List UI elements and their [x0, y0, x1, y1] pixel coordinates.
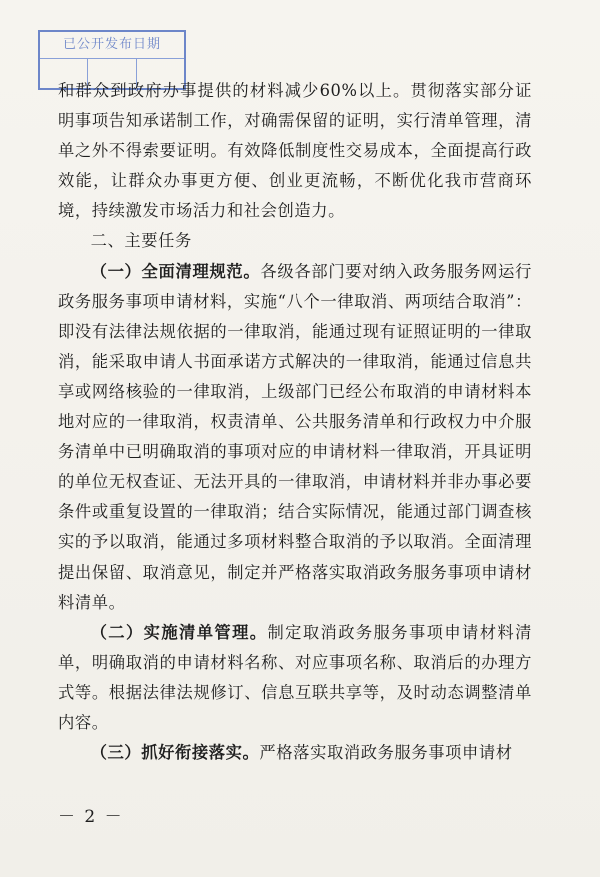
task-1-body: 各级各部门要对纳入政务服务网运行政务服务事项申请材料，实施“八个一律取消、两项结合取消”：即没有法律法规依据的一律取消，能通过现有证照证明的一律取消，能采取申请人书面承诺方式解决的一律取消，能通过信息共享或网络核验的一律取消，上级部门已经公布取消的申请材料本地对应的一律取消，权责清单、公共服务清单和行政权力中介服务清单中已明确取消的事项对应的申请材料一律取消，开具证明的单位无权查证、无法开具的一律取消，申请材料并非办事必要条件或重复设置的一律取消；结合实际情况，能通过部门调查核实的予以取消，能通过多项材料整合取消的予以取消。全面清理提出保留、取消意见，制定并严格落实取消政务服务事项申请材料清单。: [58, 261, 532, 612]
section-heading-main-tasks: 二、主要任务: [90, 231, 192, 251]
task-2-title: （二）实施清单管理。: [90, 622, 268, 642]
task-3-body: 严格落实取消政务服务事项申请材: [259, 743, 513, 763]
stamp-label: 已公开发布日期: [40, 32, 184, 59]
task-3-title: （三）抓好衔接落实。: [90, 743, 260, 763]
task-1-title: （一）全面清理规范。: [90, 261, 261, 281]
task-2-body: 制定取消政务服务事项申请材料清单，明确取消的申请材料名称、对应事项名称、取消后的办理方式等。根据法律法规修订、信息互联共享等，及时动态调整清单内容。: [58, 622, 532, 732]
task-2-paragraph: [58, 618, 532, 738]
paragraph-goals: 和群众到政府办事提供的材料减少60%以上。贯彻落实部分证明事项告知承诺制工作，对确需保留的证明，实行清单管理，清单之外不得索要证明。有效降低制度性交易成本，全面提高行政效能，让群众办事更方便、创业更流畅，不断优化我市营商环境，持续激发市场活力和社会创造力。: [58, 81, 532, 221]
page-number: － 2 －: [58, 807, 124, 827]
task-3-paragraph: [58, 738, 532, 768]
document-body: [58, 76, 532, 768]
task-1-paragraph: [58, 257, 532, 618]
